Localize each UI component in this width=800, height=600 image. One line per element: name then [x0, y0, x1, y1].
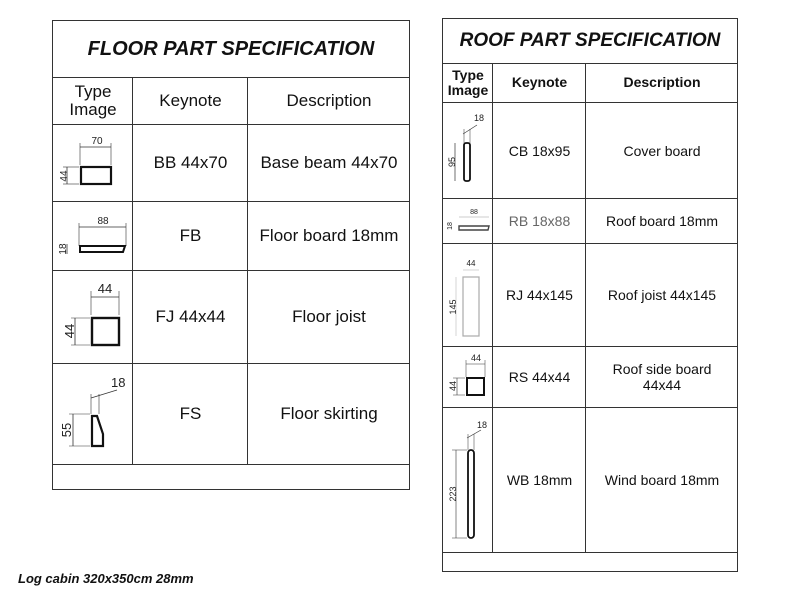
keynote-cell: FS — [179, 404, 202, 423]
keynote-cell: BB 44x70 — [153, 153, 228, 172]
roof-header-type-image: Type Image — [447, 66, 489, 98]
dimension-height-label: 18 — [447, 222, 454, 230]
keynote-cell: RB 18x88 — [508, 213, 571, 229]
table-row — [53, 364, 409, 465]
dimension-height-label: 223 — [448, 486, 458, 502]
description-cell: Floor joist — [292, 307, 366, 326]
description-cell: Wind board 18mm — [604, 472, 720, 488]
keynote-cell: FJ 44x44 — [155, 307, 226, 326]
keynote-cell: FB — [179, 226, 202, 245]
floor-spec-table — [52, 20, 410, 490]
dimension-height-label: 145 — [448, 299, 458, 315]
dimension-width-label: 44 — [466, 259, 476, 268]
dimension-height-label: 55 — [59, 422, 74, 438]
floor-header-description: Description — [286, 90, 372, 110]
dimension-height-label: 44 — [62, 323, 77, 339]
keynote-cell: RS 44x44 — [508, 369, 571, 385]
dimension-height-label: 44 — [59, 170, 70, 182]
roof-header-keynote: Keynote — [511, 74, 568, 91]
roof-joist-profile-icon — [443, 244, 493, 346]
table-row — [443, 244, 737, 347]
table-row — [443, 347, 737, 408]
description-cell: Roof joist 44x145 — [607, 287, 717, 303]
floor-header-row — [53, 77, 409, 125]
floor-header-keynote: Keynote — [159, 90, 222, 110]
roof-side-board-profile-icon — [443, 347, 493, 407]
roof-header-row — [443, 63, 737, 103]
dimension-width-label: 70 — [91, 136, 103, 147]
table-row — [53, 125, 409, 202]
dimension-height-label: 44 — [448, 380, 458, 392]
floor-spec-title: FLOOR PART SPECIFICATION — [53, 21, 409, 78]
dimension-width-label: 18 — [473, 113, 485, 123]
table-row — [443, 199, 737, 244]
keynote-cell: WB 18mm — [506, 472, 573, 488]
dimension-width-label: 88 — [97, 216, 109, 227]
table-row — [443, 408, 737, 553]
roof-spec-title: ROOF PART SPECIFICATION — [443, 19, 737, 64]
roof-board-profile-icon — [443, 199, 493, 243]
roof-header-description: Description — [623, 74, 701, 91]
dimension-width-label: 88 — [470, 209, 478, 216]
description-cell: Roof board 18mm — [605, 213, 719, 229]
dimension-width-label: 18 — [111, 375, 126, 390]
floor-joist-profile-icon — [53, 271, 133, 363]
roof-spec-table — [442, 18, 738, 572]
table-row — [53, 271, 409, 364]
floor-board-profile-icon — [53, 202, 133, 270]
cover-board-profile-icon — [443, 103, 493, 198]
floor-skirting-profile-icon — [53, 364, 133, 464]
description-cell: Roof side board 44x44 — [612, 361, 712, 393]
description-cell: Floor skirting — [280, 404, 378, 423]
keynote-cell: RJ 44x145 — [506, 287, 573, 303]
base-beam-profile-icon — [53, 125, 133, 201]
wind-board-profile-icon — [443, 408, 493, 552]
dimension-width-label: 44 — [97, 281, 113, 296]
document-caption: Log cabin 320x350cm 28mm — [18, 571, 194, 586]
table-row — [53, 202, 409, 271]
dimension-width-label: 44 — [470, 353, 482, 363]
dimension-width-label: 18 — [476, 420, 488, 430]
floor-header-type-image: Type Image — [69, 81, 117, 119]
table-row — [443, 103, 737, 199]
description-cell: Floor board 18mm — [259, 226, 399, 245]
description-cell: Base beam 44x70 — [260, 153, 398, 172]
description-cell: Cover board — [623, 142, 701, 159]
keynote-cell: CB 18x95 — [508, 142, 571, 159]
dimension-height-label: 18 — [58, 243, 69, 255]
dimension-height-label: 95 — [447, 156, 457, 168]
